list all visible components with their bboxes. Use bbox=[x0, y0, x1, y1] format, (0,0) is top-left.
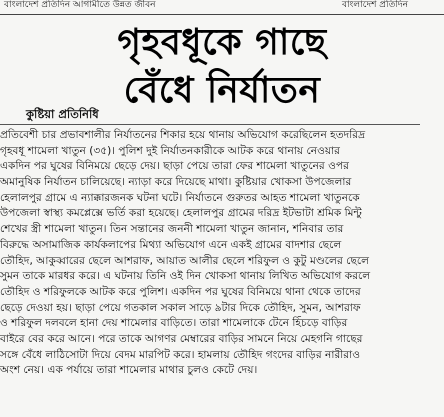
body-line: তৌহিদ, আকুব্বারের ছেলে আশরাফ, আয়াত আলীর ছেলে শরিফুল ও কুটু মণ্ডলের ছেলে bbox=[0, 254, 370, 267]
body-line: হেলালপুর গ্রামে এ ন্যাক্কারজনক ঘটনা ঘটে। নির্যাতনে গুরুতর আহত শামেলা খাতুনকে bbox=[0, 191, 360, 204]
article-byline: কুষ্টিয়া প্রতিনিধি bbox=[26, 107, 99, 121]
header-right-text: বাংলাদেশ প্রতিদিন bbox=[341, 0, 408, 10]
headline-line-1: গৃহবধূকে গাছে bbox=[117, 21, 327, 63]
body-line: বিরুদ্ধে অসামাজিক কার্যকলাপের মিথ্যা অভিযোগ এনে একই গ্রামের বাদশার ছেলে bbox=[0, 238, 342, 251]
body-line: গৃহবধূ শামেলা খাতুন (৩৫)। পুলিশ দুই নির্যাতনকারীকে আটক করে থানায় নেওয়ার bbox=[0, 144, 341, 157]
newspaper-header-strip bbox=[0, 0, 444, 15]
body-line: বাইরে বের করে আনে। পরে তাকে আগণর মেম্বারের বাড়ির সামনে নিয়ে মেহগনি গাছের bbox=[0, 332, 363, 345]
body-line: একদিন পর ঘুষের বিনিময়ে ছেড়ে দেয়। ছাড়া পেয়ে তারা ফের শামেলা খাতুনের ওপর bbox=[0, 160, 349, 173]
body-line: সঙ্গে বেঁধে লাঠিসোটা দিয়ে বেদম মারপিট করে। হামলায় তৌহিদ গংদের বাড়ির নারীরাও bbox=[0, 348, 360, 361]
body-line: অংশ নেয়। এক পর্যায়ে তারা শামেলার মাথার চুলও কেটে দেয়। bbox=[0, 364, 258, 377]
body-line: প্রতিবেশী চার প্রভাবশালীর নির্যাতনের শিকার হয়ে থানায় অভিযোগ করেছিলেন হতদরিদ্র bbox=[0, 129, 366, 141]
body-line: ছেড়ে দেওয়া হয়। ছাড়া পেয়ে গতকাল সকাল সাড়ে ৯টার দিকে তৌহিদ, সুমন, আশরাফ bbox=[0, 301, 361, 314]
body-line: ও শরিফুল দলবলে হানা দেয় শামেলার বাড়িতে। তারা শামেলাকে টেনে হিঁচড়ে বাড়ির bbox=[0, 317, 348, 330]
headline-line-2: বেঁধে নির্যাতন bbox=[123, 69, 321, 111]
header-left-text: বাংলাদেশ প্রতিদিন আগামীতে উন্নত জীবন bbox=[4, 0, 156, 10]
body-line: উপজেলা স্বাস্থ্য কমপ্লেক্সে ভর্তি করা হয়েছে। হেলালপুর গ্রামের দরিদ্র ইটভাটা শ্রমিক মিন্টু bbox=[0, 207, 362, 220]
byline-divider bbox=[0, 124, 420, 125]
body-line: অমানুষিক নির্যাতন চালিয়েছে। ন্যাড়া করে দিয়েছে মাথা। কুষ্টিয়ার খোকসা উপজেলার bbox=[0, 176, 352, 189]
body-line: তৌহিদ ও শরিফুলকে আটক করে পুলিশ। একদিন পর ঘুষের বিনিময়ে থানা থেকে তাদের bbox=[0, 285, 361, 298]
article-body bbox=[0, 128, 444, 379]
body-line: শেখের স্ত্রী শামেলা খাতুন। তিন সন্তানের জননী শামেলা খাতুন জানান, শনিবার তার bbox=[0, 223, 344, 236]
body-line: সুমন তাকে মারধর করে। এ ঘটনায় তিনি ওই দিন খোকসা থানায় লিখিত অভিযোগ করলে bbox=[0, 270, 371, 283]
article-headline bbox=[0, 18, 444, 114]
